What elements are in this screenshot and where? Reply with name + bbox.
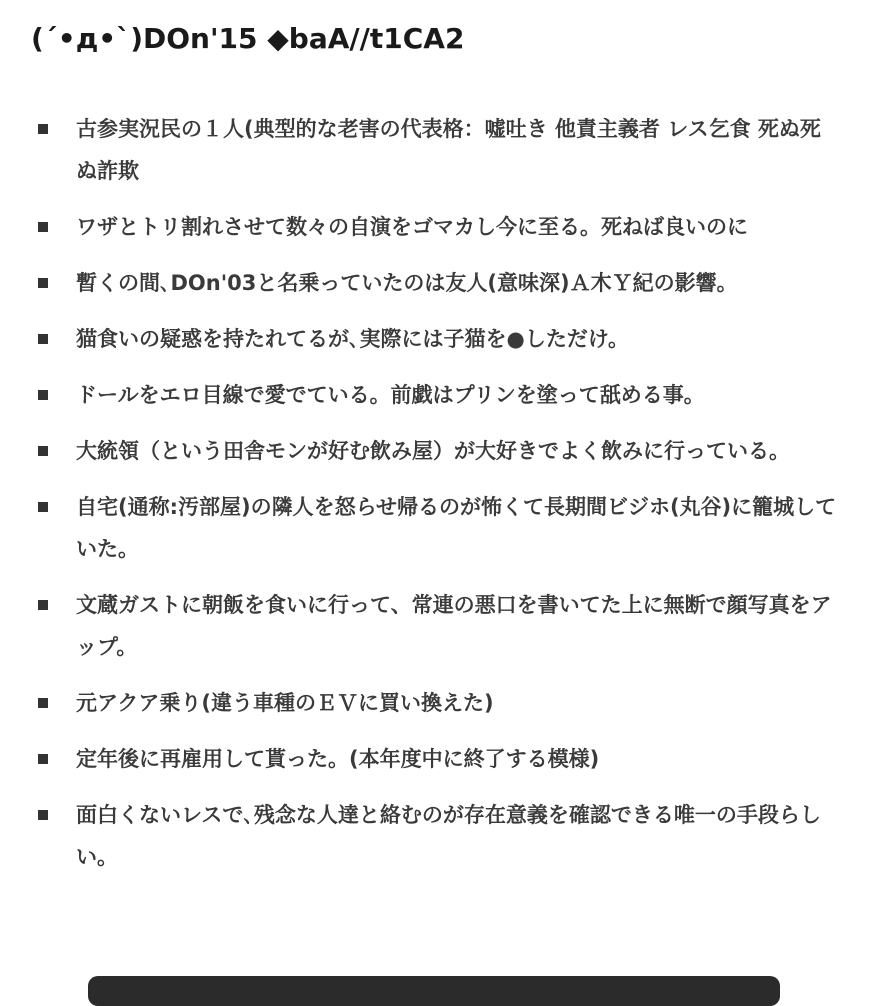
bottom-bar[interactable] (88, 976, 780, 1006)
list-item-text: 暫くの間､DOn'03と名乗っていたのは友人(意味深)Ａ木Ｙ紀の影響。 (76, 271, 738, 295)
list-item-text: 古参実況民の１人(典型的な老害の代表格：嘘吐き 他責主義者 レス乞食 死ぬ死ぬ詐欺 (76, 117, 821, 183)
list-item (0, 794, 875, 878)
list-item (0, 318, 875, 360)
list-item-text: 文蔵ガストに朝飯を食いに行って、常連の悪口を書いてた上に無断で顔写真をアップ。 (76, 593, 832, 659)
list-item-text: ドールをエロ目線で愛でている。前戯はプリンを塗って舐める事。 (76, 383, 705, 407)
square-bullet-icon (38, 810, 48, 820)
list-item (0, 430, 875, 472)
list-item-text: 定年後に再雇用して貰った。(本年度中に終了する模様) (76, 747, 600, 771)
square-bullet-icon (38, 124, 48, 134)
square-bullet-icon (38, 754, 48, 764)
square-bullet-icon (38, 334, 48, 344)
list-item-text: 面白くないレスで､残念な人達と絡むのが存在意義を確認できる唯一の手段らしい。 (76, 803, 821, 869)
list-item (0, 682, 875, 724)
list-item (0, 108, 875, 192)
square-bullet-icon (38, 390, 48, 400)
list-item (0, 584, 875, 668)
list-item-text: 大統領（という田舎モンが好む飲み屋）が大好きでよく飲みに行っている。 (76, 439, 790, 463)
square-bullet-icon (38, 698, 48, 708)
list-item (0, 206, 875, 248)
list-item (0, 374, 875, 416)
list-item (0, 486, 875, 570)
list-item-text: ワザとトリ割れさせて数々の自演をゴマカし今に至る。死ねば良いのに (76, 215, 748, 239)
bullet-list (0, 108, 875, 892)
list-item-text: 猫食いの疑惑を持たれてるが､実際には子猫を●しただけ。 (76, 327, 629, 351)
list-item (0, 262, 875, 304)
page-title: (´•д•`)DOn'15 ◆baA//t1CA2 (31, 22, 465, 55)
square-bullet-icon (38, 446, 48, 456)
list-item-text: 自宅(通称:汚部屋)の隣人を怒らせ帰るのが怖くて長期間ビジホ(丸谷)に籠城していた。 (76, 495, 837, 561)
list-item (0, 738, 875, 780)
square-bullet-icon (38, 502, 48, 512)
list-item-text: 元アクア乗り(違う車種のＥＶに買い換えた) (76, 691, 494, 715)
square-bullet-icon (38, 278, 48, 288)
square-bullet-icon (38, 222, 48, 232)
square-bullet-icon (38, 600, 48, 610)
